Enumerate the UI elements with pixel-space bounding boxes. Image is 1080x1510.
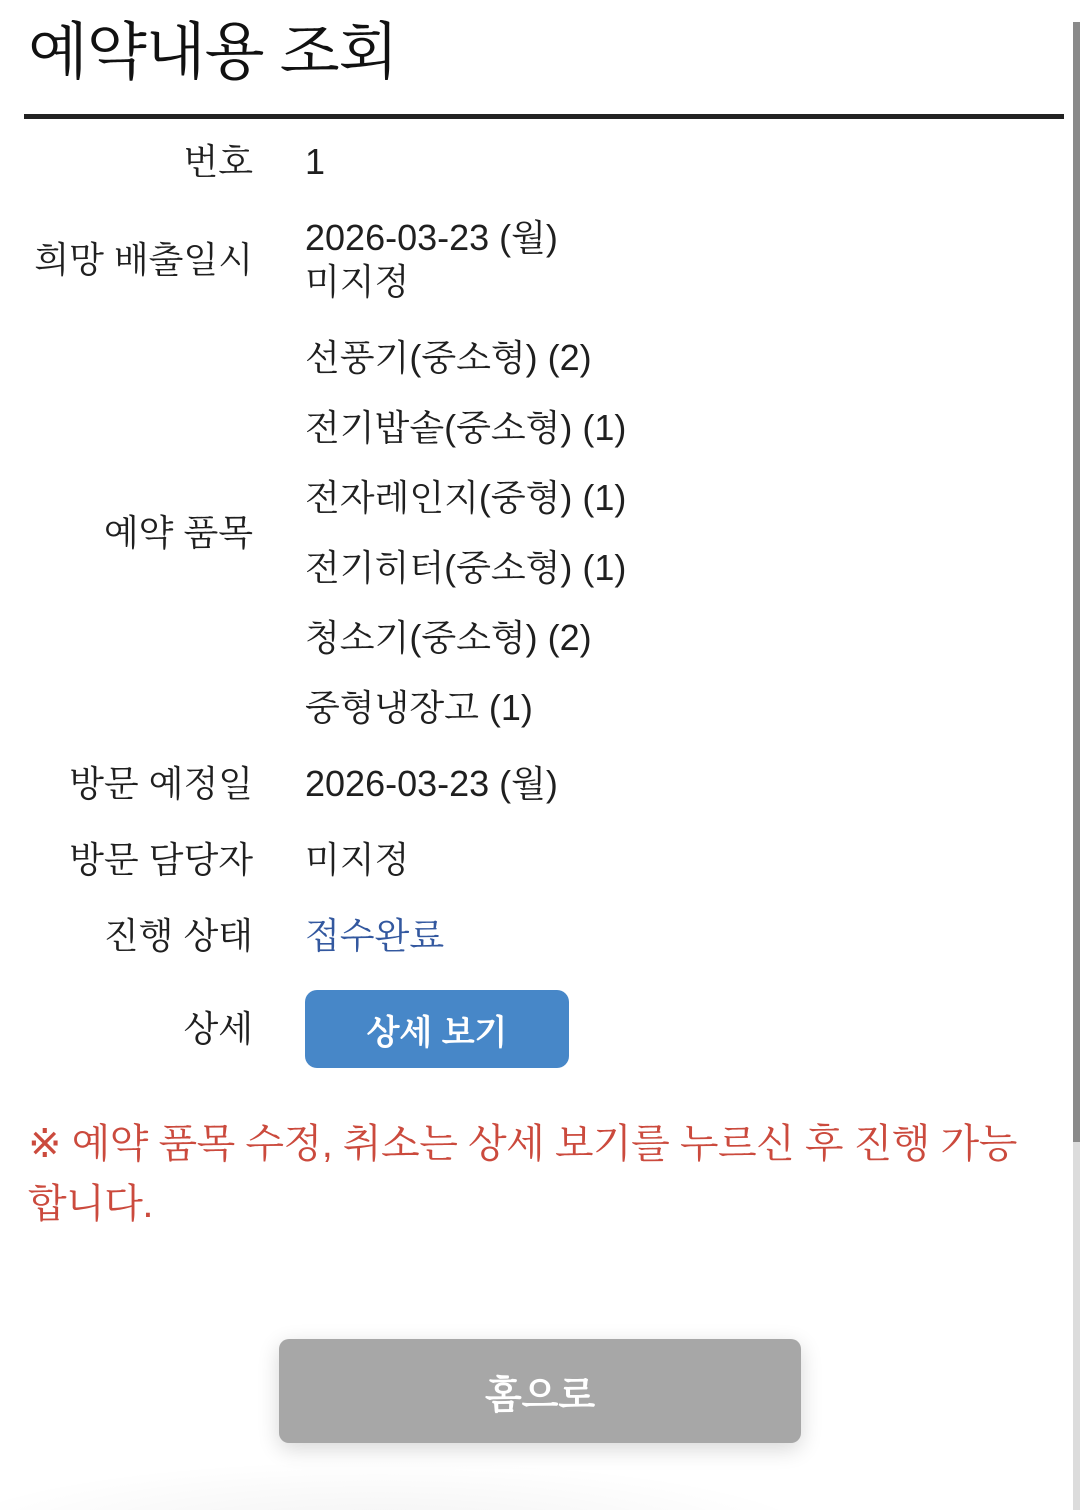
status-badge: 접수완료 [305,915,445,956]
notice-text: ※ 예약 품목 수정, 취소는 상세 보기를 누르신 후 진행 가능합니다. [28,1122,1017,1226]
row-value-detail [253,974,1060,1084]
table-row-detail [0,974,1060,1084]
row-value-number: 1 [305,141,326,182]
row-label-visit-date: 방문 예정일 [69,763,253,804]
row-value-visit-manager: 미지정 [305,839,410,880]
table-row-number [0,124,1060,200]
row-label-visit-manager: 방문 담당자 [69,839,253,880]
row-label-discharge-date: 희망 배출일시 [34,239,253,280]
row-value-status [253,898,1060,974]
row-value-items [253,320,1060,746]
table-row-visit-date [0,746,1060,822]
row-label-detail: 상세 [183,1008,253,1049]
home-button[interactable]: 홈으로 [279,1339,801,1443]
detail-view-button[interactable]: 상세 보기 [305,990,569,1068]
discharge-time-line: 미지정 [305,261,410,302]
table-row-status [0,898,1060,974]
reservation-detail-table [0,124,1060,1084]
row-label-number: 번호 [183,141,253,182]
table-row-visit-manager [0,822,1060,898]
title-divider [24,114,1064,119]
list-item: 전기밥솥(중소형) (1) [305,407,627,448]
list-item: 전기히터(중소형) (1) [305,547,627,588]
row-label-status: 진행 상태 [103,915,253,956]
scrollbar-thumb[interactable] [1073,22,1080,1142]
row-label-items: 예약 품목 [103,512,253,553]
table-row-discharge-date [0,200,1060,320]
row-value-visit-date: 2026-03-23 (월) [305,763,558,804]
page-title: 예약내용 조회 [28,18,398,87]
list-item: 선풍기(중소형) (2) [305,337,592,378]
table-row-items [0,320,1060,746]
list-item: 전자레인지(중형) (1) [305,477,627,518]
list-item: 청소기(중소형) (2) [305,617,592,658]
list-item: 중형냉장고 (1) [305,687,533,728]
row-value-discharge-date [253,200,1060,320]
discharge-date-line: 2026-03-23 (월) [305,217,558,258]
